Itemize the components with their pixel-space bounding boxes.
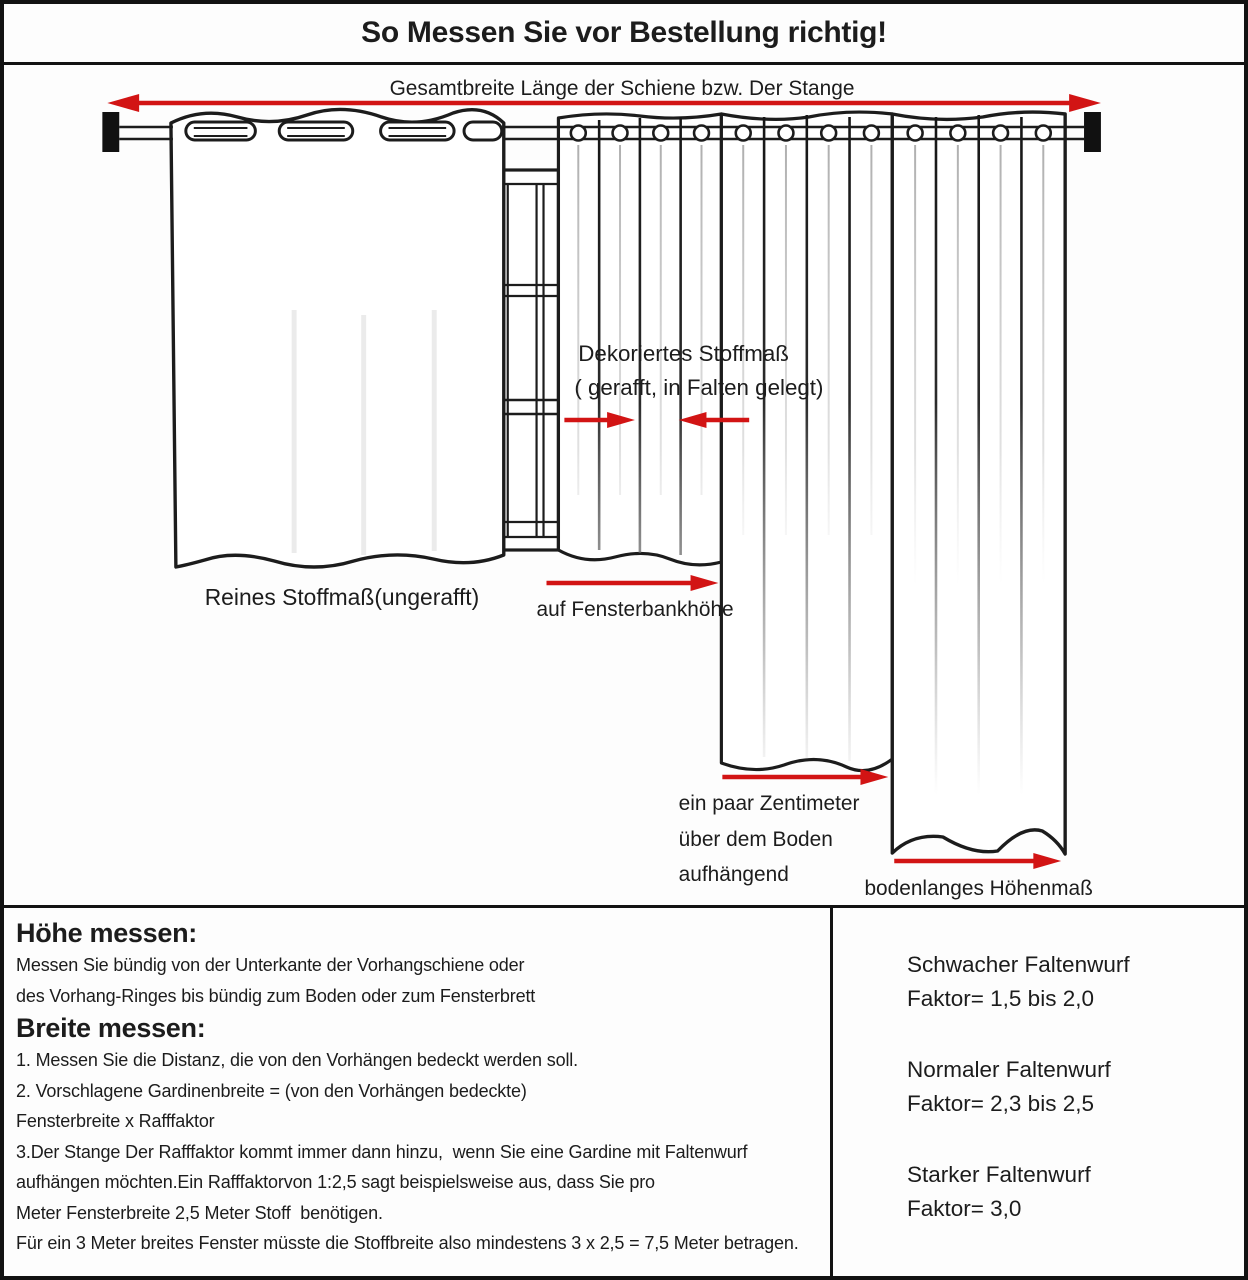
height-line: Messen Sie bündig von der Unterkante der Vorhangschiene oder [16, 955, 525, 975]
factor-name: Schwacher Faltenwurf [907, 952, 1130, 977]
width-line: aufhängen möchten.Ein Rafffaktorvon 1:2,5 sagt beispielsweise aus, dass Sie pro [16, 1172, 655, 1192]
flat-curtain-label: Reines Stoffmaß(ungerafft) [204, 583, 480, 611]
factor-value: Faktor= 1,5 bis 2,0 [907, 986, 1094, 1011]
floor-length-arrow [894, 853, 1061, 869]
total-width-label: Gesamtbreite Länge der Schiene bzw. Der Stange [389, 76, 855, 101]
measurement-diagram [4, 65, 1244, 905]
width-line: Für ein 3 Meter breites Fenster müsste die Stoffbreite also mindestens 3 x 2,5 = 7,5 Meter betragen. [16, 1233, 799, 1253]
width-line: Meter Fensterbreite 2,5 Meter Stoff benötigen. [16, 1202, 383, 1223]
factor-name: Normaler Faltenwurf [907, 1057, 1111, 1082]
measuring-instructions-box [4, 908, 833, 1276]
title-bar [4, 4, 1244, 65]
rod-end-cap-left [102, 112, 119, 152]
width-line: 3.Der Stange Der Rafffaktor kommt immer dann hinzu, wenn Sie eine Gardine mit Faltenwurf [16, 1141, 748, 1162]
gathered-curtain-floor-length [892, 112, 1065, 854]
above-floor-arrow [722, 769, 888, 785]
width-heading: Breite messen: [16, 1013, 206, 1043]
factor-group [907, 1158, 1234, 1226]
above-floor-label-line3: aufhängend [678, 862, 789, 887]
fold-factor-box [833, 908, 1244, 1276]
width-line: 2. Vorschlagene Gardinenbreite = (von den Vorhängen bedeckte) [16, 1080, 527, 1101]
diagram-area [4, 65, 1244, 905]
instructions-section [4, 905, 1244, 1276]
sill-height-arrow [547, 575, 719, 591]
gathered-curtain-above-floor [721, 112, 892, 770]
width-line: 1. Messen Sie die Distanz, die von den Vorhängen bedeckt werden soll. [16, 1050, 579, 1070]
sill-height-label: auf Fensterbankhöhe [536, 597, 734, 622]
page-title: So Messen Sie vor Bestellung richtig! [361, 16, 887, 49]
factor-value: Faktor= 3,0 [907, 1196, 1022, 1221]
gathered-curtain-sill [558, 114, 721, 565]
above-floor-label-line1: ein paar Zentimeter [678, 791, 860, 816]
floor-length-label: bodenlanges Höhenmaß [864, 876, 1093, 901]
decorated-label-line1: Dekoriertes Stoffmaß [578, 340, 789, 367]
above-floor-label-line2: über dem Boden [678, 827, 833, 852]
factor-group [907, 948, 1234, 1016]
factor-name: Starker Faltenwurf [907, 1162, 1091, 1187]
rod-end-cap-right [1084, 112, 1101, 152]
factor-group [907, 1053, 1234, 1121]
factor-value: Faktor= 2,3 bis 2,5 [907, 1091, 1094, 1116]
window-frame [497, 170, 559, 550]
flat-curtain [171, 109, 504, 567]
height-line: des Vorhang-Ringes bis bündig zum Boden oder zum Fensterbrett [16, 985, 536, 1006]
decorated-label-line2: ( gerafft, in Falten gelegt) [574, 374, 824, 401]
height-heading: Höhe messen: [16, 918, 197, 948]
width-line: Fensterbreite x Rafffaktor [16, 1111, 215, 1131]
